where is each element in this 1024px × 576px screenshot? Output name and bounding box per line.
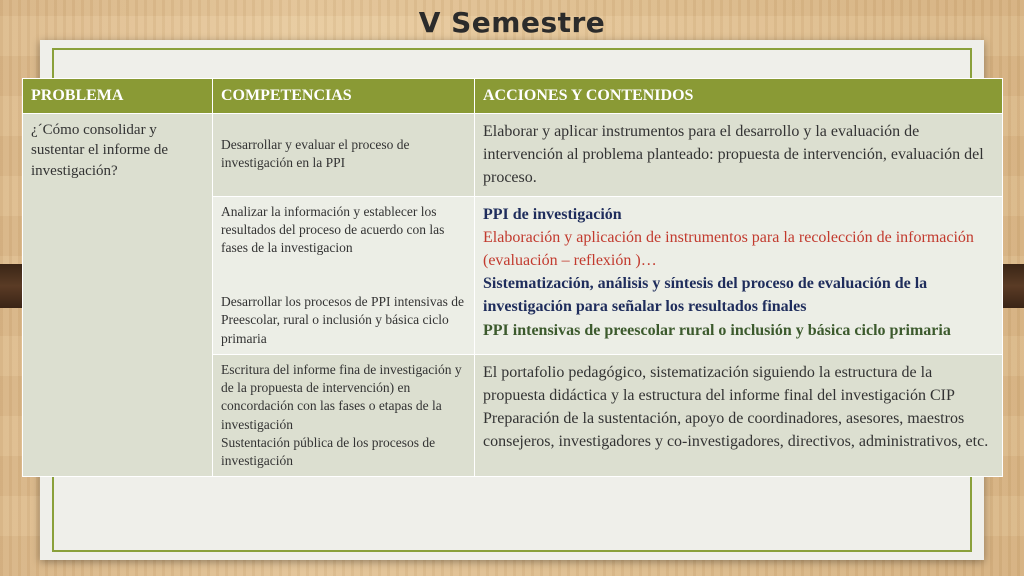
acciones-cell <box>475 196 1003 354</box>
problema-cell <box>23 114 213 477</box>
accion-heading: PPI de investigación <box>483 205 622 223</box>
slide-title: V Semestre <box>418 6 606 39</box>
table-header-row <box>23 79 1003 114</box>
accion-text: Elaboración y aplicación de instrumentos para la recolección de información (evaluación – reflexión )… <box>483 228 974 269</box>
header-competencias: COMPETENCIAS <box>213 79 475 114</box>
curriculum-table <box>22 78 1003 477</box>
table-row <box>23 114 1003 197</box>
acciones-cell <box>475 354 1003 476</box>
competencias-cell <box>213 114 475 197</box>
competencia-text: Escritura del informe fina de investigación y de la propuesta de intervención) en concordación con las fases o etapas de la investigación <box>221 361 462 432</box>
problema-text: ¿´Cómo consolidar y sustentar el informe de investigación? <box>31 122 169 179</box>
accion-heading: Sistematización, análisis y síntesis del proceso de evaluación de la investigación para señalar los resultados finales <box>483 275 928 316</box>
acciones-cell <box>475 114 1003 197</box>
competencia-text: Desarrollar y evaluar el proceso de investigación en la PPI <box>221 137 410 171</box>
competencia-text: Sustentación pública de los procesos de investigación <box>221 434 436 468</box>
competencias-cell <box>213 354 475 476</box>
competencias-cell <box>213 196 475 354</box>
header-problema: PROBLEMA <box>23 79 213 114</box>
accion-text: Elaborar y aplicar instrumentos para el desarrollo y la evaluación de intervención al problema planteado: propuesta de intervención, evaluación del proceso. <box>483 123 984 187</box>
competencia-text: Desarrollar los procesos de PPI intensivas de Preescolar, rural o inclusión y básica ciclo primaria <box>221 294 464 346</box>
spacer <box>221 257 466 293</box>
accion-heading: PPI intensivas de preescolar rural o inclusión y básica ciclo primaria <box>483 321 951 339</box>
accion-text: Preparación de la sustentación, apoyo de coordinadores, asesores, maestros consejeros, investigadores y co-investigadores, directivos, administrativos, etc. <box>483 410 989 451</box>
accion-text: El portafolio pedagógico, sistematización siguiendo la estructura de la propuesta didáctica y la estructura del informe final del investigación CIP <box>483 363 955 405</box>
competencia-text: Analizar la información y establecer los resultados del proceso de acuerdo con las fases de la investigacion <box>221 203 445 255</box>
header-acciones: ACCIONES Y CONTENIDOS <box>475 79 1003 114</box>
